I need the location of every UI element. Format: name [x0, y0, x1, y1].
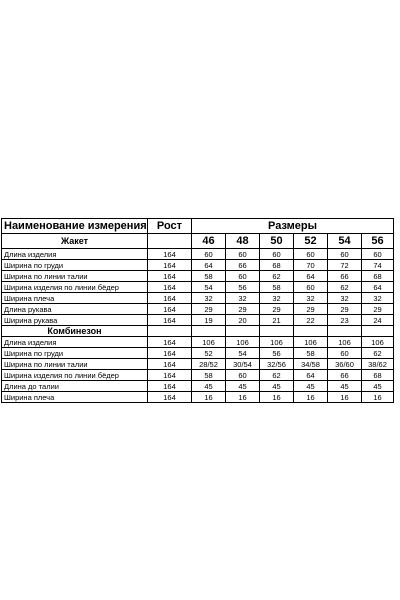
table-row — [2, 282, 394, 293]
height-value: 164 — [148, 260, 192, 271]
size-value-cell: 60 — [362, 249, 394, 260]
measurement-name: Ширина по груди — [2, 348, 148, 359]
empty-cell — [148, 234, 192, 249]
size-value-cell: 60 — [226, 249, 260, 260]
size-value-cell: 62 — [260, 271, 294, 282]
measurement-name: Ширина по груди — [2, 260, 148, 271]
size-value-cell: 29 — [226, 304, 260, 315]
size-value-cell: 66 — [328, 271, 362, 282]
size-value-cell: 60 — [192, 249, 226, 260]
measurement-name: Ширина рукава — [2, 315, 148, 326]
empty-cell — [260, 326, 294, 337]
size-value-cell: 28/52 — [192, 359, 226, 370]
size-value-cell: 58 — [260, 282, 294, 293]
size-value-cell: 106 — [192, 337, 226, 348]
size-value-cell: 60 — [260, 249, 294, 260]
size-value-cell: 45 — [260, 381, 294, 392]
size-value-cell: 66 — [226, 260, 260, 271]
height-value: 164 — [148, 370, 192, 381]
measurement-name: Ширина изделия по линии бёдер — [2, 370, 148, 381]
size-value-cell: 29 — [294, 304, 328, 315]
size-value-cell: 56 — [226, 282, 260, 293]
table-row — [2, 392, 394, 403]
size-value-cell: 32 — [260, 293, 294, 304]
size-value-cell: 45 — [294, 381, 328, 392]
size-value-cell: 16 — [226, 392, 260, 403]
size-value-cell: 23 — [328, 315, 362, 326]
size-value-cell: 60 — [226, 370, 260, 381]
height-value: 164 — [148, 315, 192, 326]
height-value: 164 — [148, 348, 192, 359]
size-50: 50 — [260, 234, 294, 249]
size-value-cell: 16 — [328, 392, 362, 403]
size-value-cell: 32 — [294, 293, 328, 304]
height-value: 164 — [148, 249, 192, 260]
size-value-cell: 64 — [294, 271, 328, 282]
measurement-name: Ширина по линии талии — [2, 271, 148, 282]
size-value-cell: 45 — [362, 381, 394, 392]
size-value-cell: 45 — [328, 381, 362, 392]
size-value-cell: 74 — [362, 260, 394, 271]
table-row — [2, 249, 394, 260]
size-numbers-row — [2, 234, 394, 249]
height-value: 164 — [148, 271, 192, 282]
table-row — [2, 304, 394, 315]
empty-cell — [328, 326, 362, 337]
table-row — [2, 337, 394, 348]
size-value-cell: 66 — [328, 370, 362, 381]
size-56: 56 — [362, 234, 394, 249]
size-value-cell: 29 — [328, 304, 362, 315]
size-value-cell: 70 — [294, 260, 328, 271]
table-row — [2, 260, 394, 271]
size-value-cell: 22 — [294, 315, 328, 326]
size-value-cell: 60 — [294, 249, 328, 260]
measurement-name: Длина изделия — [2, 249, 148, 260]
table-row — [2, 315, 394, 326]
size-value-cell: 16 — [362, 392, 394, 403]
size-value-cell: 62 — [260, 370, 294, 381]
size-value-cell: 38/62 — [362, 359, 394, 370]
empty-cell — [226, 326, 260, 337]
size-value-cell: 60 — [226, 271, 260, 282]
measurement-name: Ширина плеча — [2, 293, 148, 304]
size-value-cell: 106 — [294, 337, 328, 348]
size-value-cell: 60 — [294, 282, 328, 293]
size-value-cell: 106 — [362, 337, 394, 348]
table-row — [2, 348, 394, 359]
empty-cell — [148, 326, 192, 337]
size-value-cell: 29 — [362, 304, 394, 315]
measurement-name: Ширина изделия по линии бёдер — [2, 282, 148, 293]
table-row — [2, 370, 394, 381]
table-row — [2, 271, 394, 282]
size-value-cell: 32 — [362, 293, 394, 304]
size-value-cell: 16 — [192, 392, 226, 403]
size-value-cell: 72 — [328, 260, 362, 271]
size-value-cell: 21 — [260, 315, 294, 326]
size-value-cell: 106 — [328, 337, 362, 348]
size-chart-table — [1, 218, 394, 403]
size-value-cell: 60 — [328, 348, 362, 359]
size-value-cell: 68 — [362, 271, 394, 282]
size-value-cell: 24 — [362, 315, 394, 326]
size-value-cell: 64 — [294, 370, 328, 381]
size-value-cell: 36/60 — [328, 359, 362, 370]
size-value-cell: 64 — [362, 282, 394, 293]
size-value-cell: 62 — [328, 282, 362, 293]
size-value-cell: 34/58 — [294, 359, 328, 370]
size-value-cell: 64 — [192, 260, 226, 271]
measurement-name: Ширина плеча — [2, 392, 148, 403]
height-value: 164 — [148, 282, 192, 293]
size-value-cell: 30/54 — [226, 359, 260, 370]
section-row — [2, 326, 394, 337]
empty-cell — [362, 326, 394, 337]
size-value-cell: 29 — [192, 304, 226, 315]
height-value: 164 — [148, 381, 192, 392]
size-value-cell: 32 — [192, 293, 226, 304]
measurement-name: Длина до талии — [2, 381, 148, 392]
size-value-cell: 32 — [328, 293, 362, 304]
size-value-cell: 58 — [192, 370, 226, 381]
height-value: 164 — [148, 293, 192, 304]
size-value-cell: 29 — [260, 304, 294, 315]
size-value-cell: 54 — [226, 348, 260, 359]
table-row — [2, 359, 394, 370]
size-value-cell: 20 — [226, 315, 260, 326]
height-header: Рост — [148, 219, 192, 234]
size-value-cell: 58 — [192, 271, 226, 282]
size-value-cell: 60 — [328, 249, 362, 260]
size-value-cell: 106 — [226, 337, 260, 348]
size-value-cell: 54 — [192, 282, 226, 293]
table-row — [2, 293, 394, 304]
size-value-cell: 52 — [192, 348, 226, 359]
overall-section-title: Комбинезон — [2, 326, 148, 337]
size-value-cell: 16 — [294, 392, 328, 403]
header-row — [2, 219, 394, 234]
measurement-name: Длина рукава — [2, 304, 148, 315]
measurement-name: Ширина по линии талии — [2, 359, 148, 370]
jacket-section-title: Жакет — [2, 234, 148, 249]
size-value-cell: 56 — [260, 348, 294, 359]
empty-cell — [192, 326, 226, 337]
size-value-cell: 16 — [260, 392, 294, 403]
size-value-cell: 45 — [226, 381, 260, 392]
size-value-cell: 45 — [192, 381, 226, 392]
size-46: 46 — [192, 234, 226, 249]
size-value-cell: 32 — [226, 293, 260, 304]
size-value-cell: 19 — [192, 315, 226, 326]
empty-cell — [294, 326, 328, 337]
size-48: 48 — [226, 234, 260, 249]
size-54: 54 — [328, 234, 362, 249]
height-value: 164 — [148, 337, 192, 348]
height-value: 164 — [148, 392, 192, 403]
size-52: 52 — [294, 234, 328, 249]
size-value-cell: 106 — [260, 337, 294, 348]
sizes-header: Размеры — [192, 219, 394, 234]
size-value-cell: 68 — [362, 370, 394, 381]
measurement-name: Длина изделия — [2, 337, 148, 348]
size-value-cell: 32/56 — [260, 359, 294, 370]
size-value-cell: 58 — [294, 348, 328, 359]
size-value-cell: 68 — [260, 260, 294, 271]
table-row — [2, 381, 394, 392]
measurement-name-header: Наименование измерения — [2, 219, 148, 234]
height-value: 164 — [148, 304, 192, 315]
size-value-cell: 62 — [362, 348, 394, 359]
height-value: 164 — [148, 359, 192, 370]
